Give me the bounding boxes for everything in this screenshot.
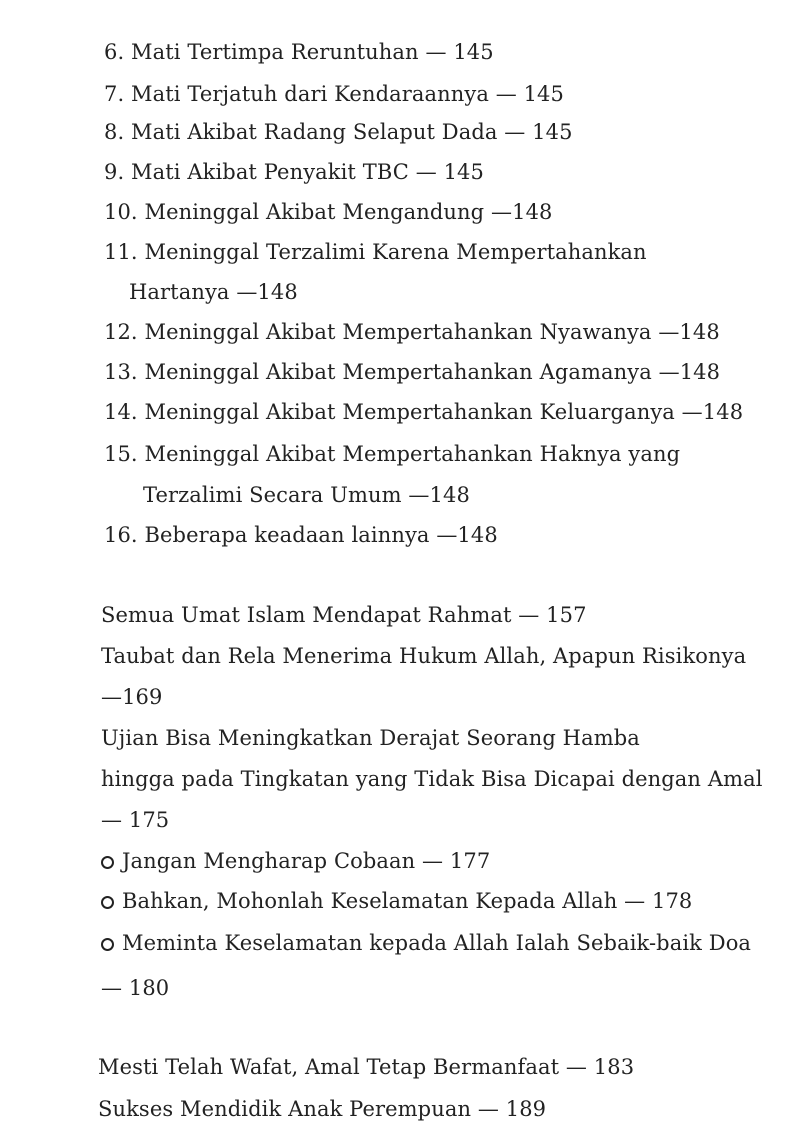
circle-bullet-icon xyxy=(101,856,114,869)
toc-bullet-text: Meminta Keselamatan kepada Allah Ialah Sebaik-baik Doa xyxy=(122,931,752,955)
toc-bullet-entry xyxy=(101,887,692,915)
toc-entry-14: 14. Meninggal Akibat Mempertahankan Keluarganya —148 xyxy=(104,400,744,424)
toc-entry-13: 13. Meninggal Akibat Mempertahankan Agamanya —148 xyxy=(104,360,721,384)
toc-entry-8: 8. Mati Akibat Radang Selaput Dada — 145 xyxy=(104,120,573,144)
toc-entry-taubat: Taubat dan Rela Menerima Hukum Allah, Apapun Risikonya xyxy=(101,644,747,668)
toc-entry-12: 12. Meninggal Akibat Mempertahankan Nyawanya —148 xyxy=(104,320,720,344)
toc-entry-ujian: Ujian Bisa Meningkatkan Derajat Seorang Hamba xyxy=(101,726,640,750)
toc-bullet-text: Bahkan, Mohonlah Keselamatan Kepada Allah — 178 xyxy=(122,889,693,913)
toc-entry-taubat-page: —169 xyxy=(101,685,163,709)
toc-entry-rahmat: Semua Umat Islam Mendapat Rahmat — 157 xyxy=(101,603,587,627)
toc-entry-11: 11. Meninggal Terzalimi Karena Mempertahankan xyxy=(104,240,647,264)
toc-bullet-entry xyxy=(101,929,751,957)
toc-entry-10: 10. Meninggal Akibat Mengandung —148 xyxy=(104,200,553,224)
toc-entry-6: 6. Mati Tertimpa Reruntuhan — 145 xyxy=(104,40,494,64)
toc-entry-15-continuation: Terzalimi Secara Umum —148 xyxy=(143,483,470,507)
toc-entry-11-continuation: Hartanya —148 xyxy=(129,280,298,304)
toc-entry-9: 9. Mati Akibat Penyakit TBC — 145 xyxy=(104,160,484,184)
toc-bullet-page: — 180 xyxy=(101,976,170,1000)
toc-entry-ujian-page: — 175 xyxy=(101,808,170,832)
toc-entry-7: 7. Mati Terjatuh dari Kendaraannya — 145 xyxy=(104,82,564,106)
circle-bullet-icon xyxy=(101,896,114,909)
circle-bullet-icon xyxy=(101,938,114,951)
toc-entry-ujian-continuation: hingga pada Tingkatan yang Tidak Bisa Dicapai dengan Amal xyxy=(101,767,763,791)
toc-entry-15: 15. Meninggal Akibat Mempertahankan Haknya yang xyxy=(104,442,681,466)
toc-entry-amal: Mesti Telah Wafat, Amal Tetap Bermanfaat — 183 xyxy=(98,1055,635,1079)
toc-bullet-entry xyxy=(101,847,490,875)
toc-entry-16: 16. Beberapa keadaan lainnya —148 xyxy=(104,523,498,547)
toc-entry-anak: Sukses Mendidik Anak Perempuan — 189 xyxy=(98,1097,547,1121)
toc-bullet-text: Jangan Mengharap Cobaan — 177 xyxy=(122,849,491,873)
